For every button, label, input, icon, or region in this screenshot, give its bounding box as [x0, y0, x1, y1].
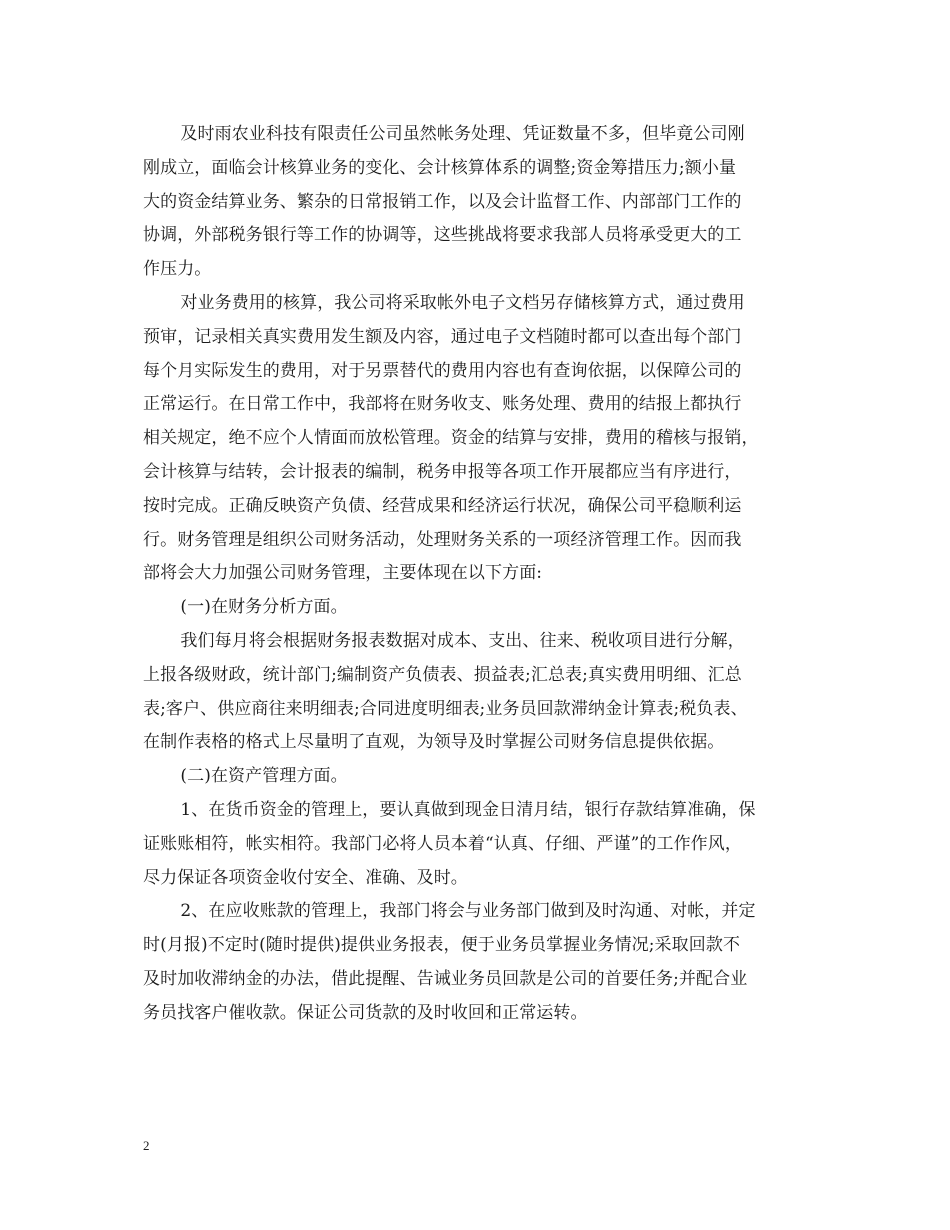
paragraph-monetary-funds: 1、在货币资金的管理上，要认真做到现金日清月结，银行存款结算准确，保 证账账相符，帐实相符。我部门必将人员本着“认真、仔细、严谨”的工作作风， 尽力保证各项资金收付安全、准确、及时。 — [143, 799, 756, 888]
page-number: 2 — [143, 1138, 150, 1153]
paragraph-intro: 及时雨农业科技有限责任公司虽然帐务处理、凭证数量不多，但毕竟公司刚 刚成立，面临会计核算业务的变化、会计核算体系的调整;资金筹措压力;额小量 大的资金结算业务、繁杂的日常报销工作，以及会计监督工作、内部部门工作的 协调，外部税务银行等工作的协调等，这些挑战将要求我部人员将承受更大的工 作压力。 — [143, 124, 745, 280]
heading-financial-analysis: (一)在财务分析方面。 — [180, 597, 348, 618]
document-body — [143, 118, 808, 1031]
paragraph-financial-analysis: 我们每月将会根据财务报表数据对成本、支出、往来、税收项目进行分解， 上报各级财政，统计部门;编制资产负债表、损益表;汇总表;真实费用明细、汇总 表;客户、供应商往来明细表;合同进度明细表;业务员回款滞纳金计算表;税负表、 在制作表格的格式上尽量明了直观，为领导及时掌握公司财务信息提供依据。 — [143, 630, 748, 753]
paragraph-expense-accounting: 对业务费用的核算，我公司将采取帐外电子文档另存储核算方式，通过费用 预审，记录相关真实费用发生额及内容，通过电子文档随时都可以查出每个部门 每个月实际发生的费用，对于另票替代的费用内容也有查询依据，以保障公司的 正常运行。在日常工作中，我部将在财务收支、账务处理、费用的结报上都执行 相关规定，绝不应个人情面而放松管理。资金的结算与安排，费用的稽核与报销， 会计核算与结转，会计报表的编制，税务申报等各项工作开展都应当有序进行， 按时完成。正确反映资产负债、经营成果和经济运行状况，确保公司平稳顺利运 行。财务管理是组织公司财务活动，处理财务关系的一项经济管理工作。因而我 部将会大力加强公司财务管理，主要体现在以下方面: — [143, 292, 759, 584]
paragraph-receivables: 2、在应收账款的管理上，我部门将会与业务部门做到及时沟通、对帐，并定 时(月报)不定时(随时提供)提供业务报表，便于业务员掌握业务情况;采取回款不 及时加收滞纳金的办法，借此提醒、告诫业务员回款是公司的首要任务;并配合业 务员找客户催收款。保证公司货款的及时收回和正常运转。 — [143, 901, 756, 1023]
heading-asset-management: (二)在资产管理方面。 — [180, 766, 348, 787]
